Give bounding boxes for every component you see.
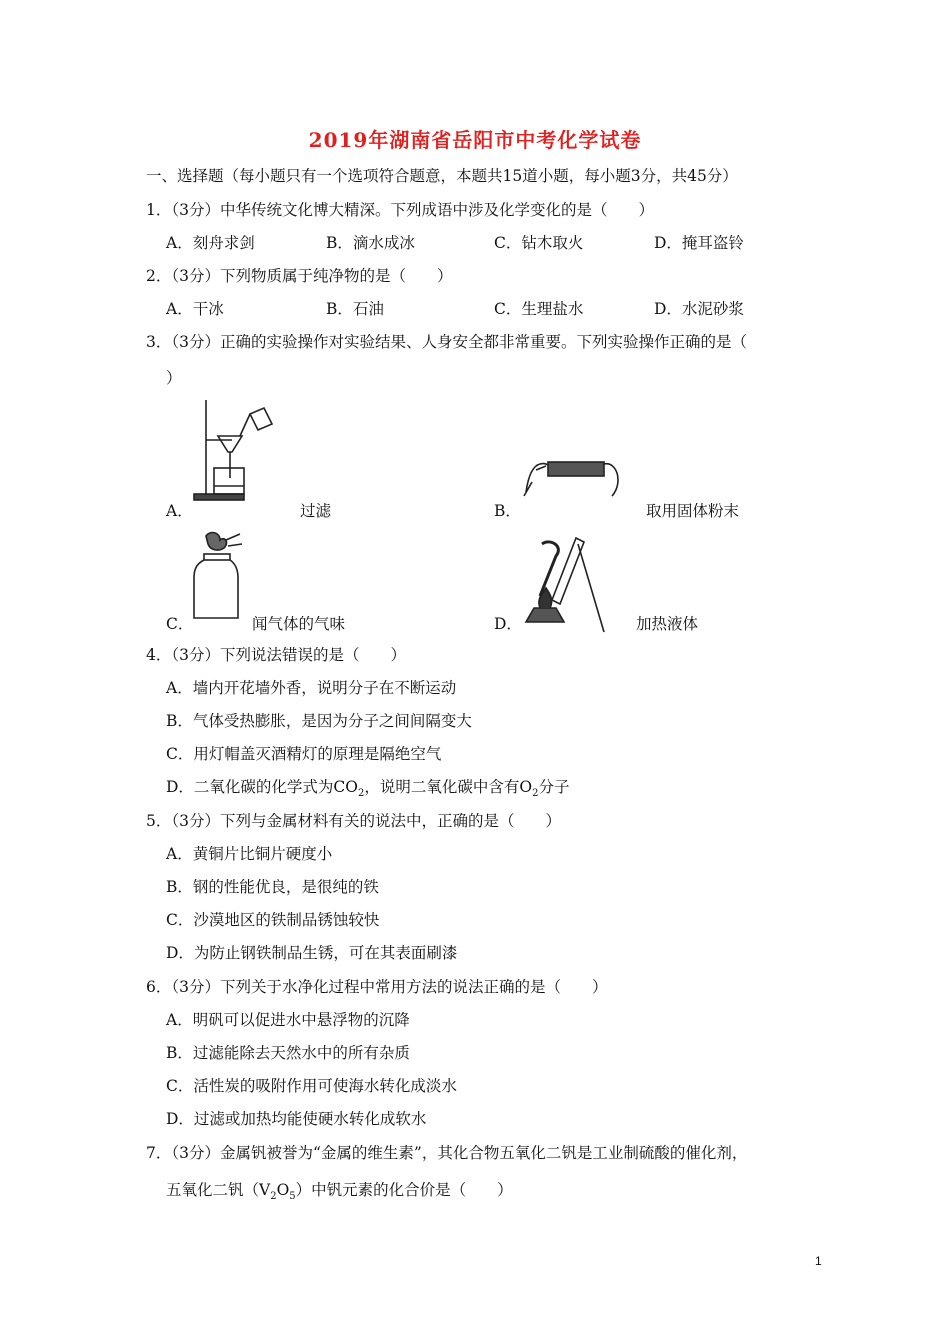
q6-option-c: C．活性炭的吸附作用可使海水转化成淡水 <box>166 1077 457 1095</box>
q2-option-d: D．水泥砂浆 <box>654 300 744 318</box>
smelling-gas-figure <box>190 530 250 622</box>
page-title: 2019年湖南省岳阳市中考化学试卷 <box>308 128 642 152</box>
question-3-stem: 3．（3分）正确的实验操作对实验结果、人身安全都非常重要。下列实验操作正确的是（ <box>146 333 747 351</box>
q4-option-a: A．墙内开花墙外香，说明分子在不断运动 <box>166 679 457 697</box>
q4-option-b: B．气体受热膨胀，是因为分子之间间隔变大 <box>166 712 472 730</box>
question-5-stem: 5．（3分）下列与金属材料有关的说法中，正确的是（ ） <box>146 812 561 830</box>
question-4-stem: 4．（3分）下列说法错误的是（ ） <box>146 646 406 664</box>
heating-liquid-figure <box>520 534 610 634</box>
q5-option-b: B．钢的性能优良，是很纯的铁 <box>166 878 379 896</box>
question-7-stem: 7．（3分）金属钒被誉为“金属的维生素”，其化合物五氧化二钒是工业制硫酸的催化剂， <box>146 1144 748 1162</box>
q5-option-d: D．为防止钢铁制品生锈，可在其表面刷漆 <box>166 944 458 962</box>
question-2-stem: 2．（3分）下列物质属于纯净物的是（ ） <box>146 267 453 285</box>
q3-option-a-text: 过滤 <box>300 502 332 520</box>
q5-option-c: C．沙漠地区的铁制品锈蚀较快 <box>166 911 380 929</box>
q2-option-a: A．干冰 <box>166 300 224 318</box>
q3-option-c-text: 闻气体的气味 <box>252 615 346 633</box>
q3-option-b-text: 取用固体粉末 <box>646 502 740 520</box>
q3-option-d-letter: D． <box>494 615 522 633</box>
q2-option-c: C．生理盐水 <box>494 300 584 318</box>
q3-option-d-text: 加热液体 <box>636 615 699 633</box>
question-1-stem: 1．（3分）中华传统文化博大精深。下列成语中涉及化学变化的是（ ） <box>146 201 654 219</box>
filtration-apparatus-figure <box>188 396 278 502</box>
page-number: 1 <box>815 1254 822 1268</box>
q5-option-a: A．黄铜片比铜片硬度小 <box>166 845 333 863</box>
question-6-stem: 6．（3分）下列关于水净化过程中常用方法的说法正确的是（ ） <box>146 978 608 996</box>
q3-option-b-letter: B． <box>494 502 521 520</box>
q1-option-d: D．掩耳盗铃 <box>654 234 744 252</box>
q1-option-c: C．钻木取火 <box>494 234 584 252</box>
q4-option-d: D．二氧化碳的化学式为$CO_2$，说明二氧化碳中含有$O_2$分子 <box>166 778 570 800</box>
question-3-stem-end: ） <box>166 369 182 387</box>
question-7-stem-line2: 五氧化二钒$(V_2O_5)$中钒元素的化合价是（ ） <box>166 1181 513 1203</box>
q6-option-a: A．明矾可以促进水中悬浮物的沉降 <box>166 1011 410 1029</box>
q2-option-b: B．石油 <box>326 300 384 318</box>
q1-option-b: B．滴水成冰 <box>326 234 415 252</box>
q3-option-c-letter: C． <box>166 615 194 633</box>
section-heading: 一、选择题（每小题只有一个选项符合题意，本题共15道小题，每小题3分，共45分） <box>146 167 738 185</box>
q6-option-b: B．过滤能除去天然水中的所有杂质 <box>166 1044 410 1062</box>
q1-option-a: A．刻舟求剑 <box>166 234 255 252</box>
powder-sampling-figure <box>518 452 628 502</box>
q4-option-c: C．用灯帽盖灭酒精灯的原理是隔绝空气 <box>166 745 442 763</box>
q6-option-d: D．过滤或加热均能使硬水转化成软水 <box>166 1110 427 1128</box>
q3-option-a-letter: A． <box>166 502 193 520</box>
